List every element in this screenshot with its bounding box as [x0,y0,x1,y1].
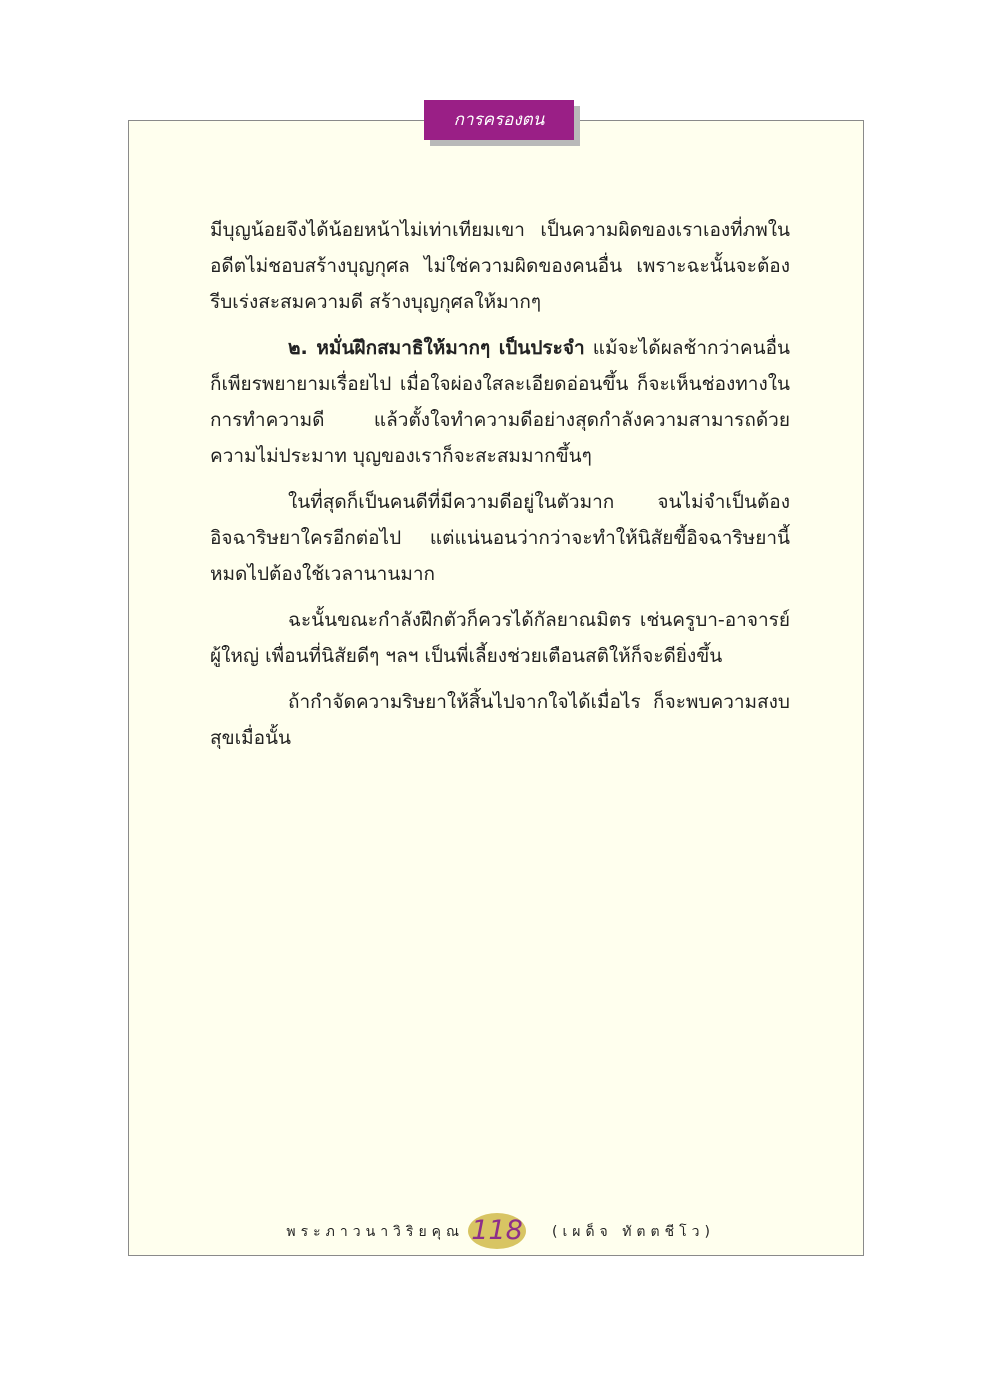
page-footer [128,1213,864,1257]
paragraph-2-heading: ๒. หมั่นฝึกสมาธิให้มากๆ เป็นประจำ [288,337,585,359]
paragraph-5: ถ้ากำจัดความริษยาให้สิ้นไปจากใจได้เมื่อไร ก็จะพบความสงบสุขเมื่อนั้น [210,691,790,749]
footer-book-title: พระภาวนาวิริยคุณ [286,1224,464,1240]
footer-author: (เผด็จ ทัตตชีโว) [552,1224,715,1240]
paragraph-2 [210,330,790,474]
page-content [210,212,790,766]
section-title: การครองตน [424,100,574,140]
paragraph-1: มีบุญน้อยจึงได้น้อยหน้าไม่เท่าเทียมเขา เป็นความผิดของเราเองที่ภพในอดีตไม่ชอบสร้างบุญกุศล ไม่ใช่ความผิดของคนอื่น เพราะฉะนั้นจะต้องรีบเร่งสะสมความดี สร้างบุญกุศลให้มากๆ [210,219,790,313]
paragraph-2-text: แม้จะได้ผลช้ากว่าคนอื่นก็เพียรพยายามเรื่อยไป เมื่อใจผ่องใสละเอียดอ่อนขึ้น ก็จะเห็นช่องทางในการทำความดี แล้วตั้งใจทำความดีอย่างสุดกำลังความสามารถด้วยความไม่ประมาท บุญของเราก็จะสะสมมากขึ้นๆ [210,337,790,467]
paragraph-3: ในที่สุดก็เป็นคนดีที่มีความดีอยู่ในตัวมาก จนไม่จำเป็นต้องอิจฉาริษยาใครอีกต่อไป แต่แน่นอนว่ากว่าจะทำให้นิสัยขี้อิจฉาริษยานี้หมดไปต้องใช้เวลานานมาก [210,491,790,585]
paragraph-4: ฉะนั้นขณะกำลังฝึกตัวก็ควรได้กัลยาณมิตร เช่นครูบา-อาจารย์ ผู้ใหญ่ เพื่อนที่นิสัยดีๆ ฯลฯ เป็นพี่เลี้ยงช่วยเตือนสติให้ก็จะดียิ่งขึ้น [210,609,790,667]
page-number: 118 [468,1213,526,1249]
